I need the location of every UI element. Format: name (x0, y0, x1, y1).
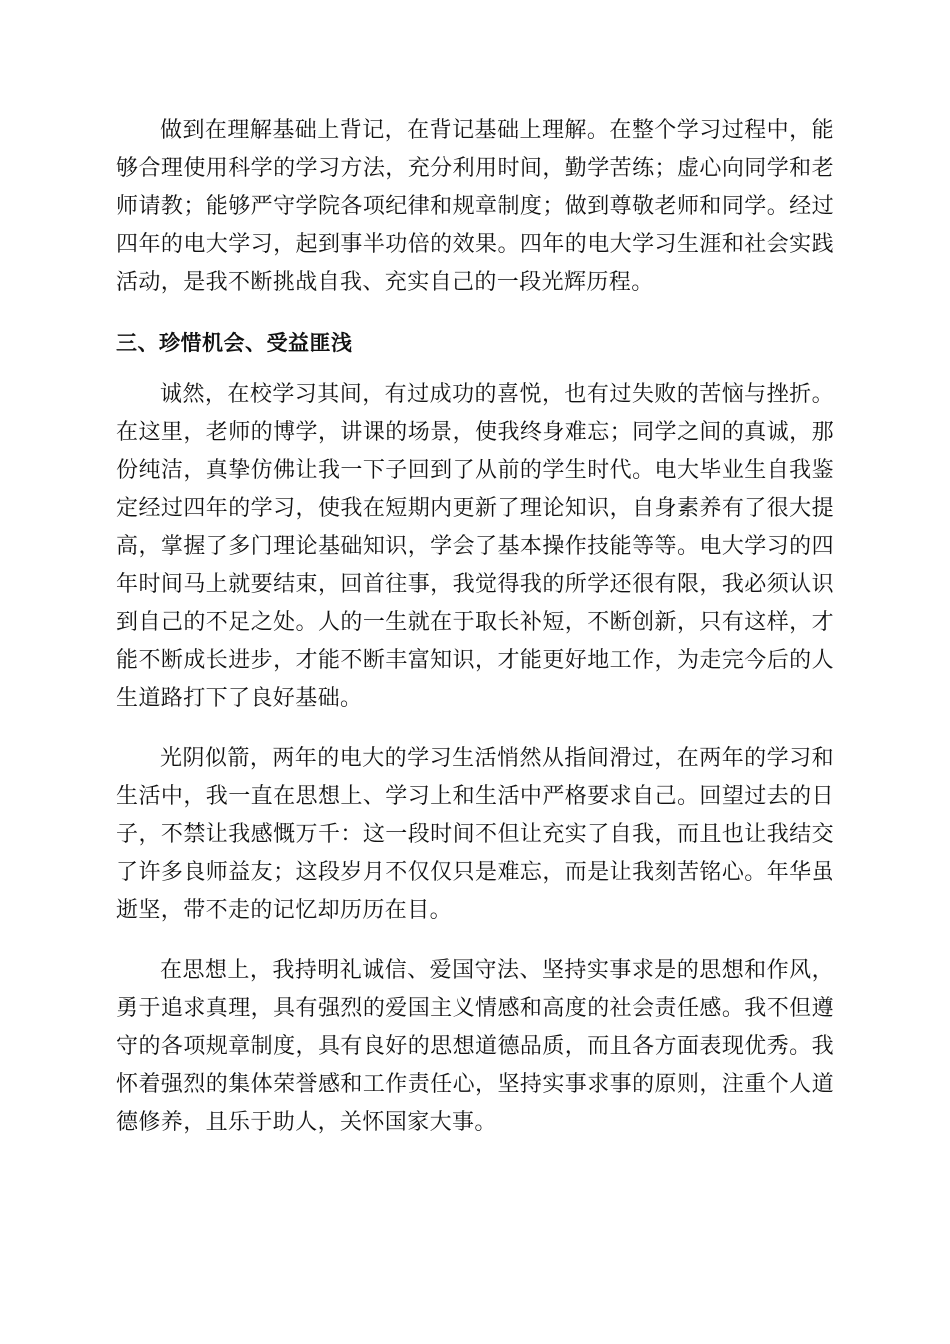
section-heading: 三、珍惜机会、受益匪浅 (116, 331, 353, 355)
paragraph-ideology: 在思想上，我持明礼诚信、爱国守法、坚持实事求是的思想和作风，勇于追求真理，具有强烈的爱国主义情感和高度的社会责任感。我不但遵守的各项规章制度，具有良好的思想道德品质，而且各方面表现优秀。我怀着强烈的集体荣誉感和工作责任心，坚持实事求事的原则，注重个人道德修养，且乐于助人，关怀国家大事。 (116, 958, 834, 1135)
paragraph-school-life: 诚然，在校学习其间，有过成功的喜悦，也有过失败的苦恼与挫折。在这里，老师的博学，讲课的场景，使我终身难忘；同学之间的真诚，那份纯洁，真挚仿佛让我一下子回到了从前的学生时代。电大毕业生自我鉴定经过四年的学习，使我在短期内更新了理论知识，自身素养有了很大提高，掌握了多门理论基础知识，学会了基本操作技能等等。电大学习的四年时间马上就要结束，回首往事，我觉得我的所学还很有限，我必须认识到自己的不足之处。人的一生就在于取长补短，不断创新，只有这样，才能不断成长进步，才能不断丰富知识，才能更好地工作，为走完今后的人生道路打下了良好基础。 (116, 382, 834, 711)
paragraph-study-methods: 做到在理解基础上背记，在背记基础上理解。在整个学习过程中，能够合理使用科学的学习方法，充分利用时间，勤学苦练；虚心向同学和老师请教；能够严守学院各项纪律和规章制度；做到尊敬老师和同学。经过四年的电大学习，起到事半功倍的效果。四年的电大学习生涯和社会实践活动，是我不断挑战自我、充实自己的一段光辉历程。 (116, 118, 834, 295)
spacer (116, 930, 834, 952)
paragraph-time-passing: 光阴似箭，两年的电大的学习生活悄然从指间滑过，在两年的学习和生活中，我一直在思想上、学习上和生活中严格要求自己。回望过去的日子，不禁让我感慨万千：这一段时间不但让充实了自我，而且也让我结交了许多良师益友；这段岁月不仅仅只是难忘，而是让我刻苦铭心。年华虽逝坚，带不走的记忆却历历在目。 (116, 746, 834, 923)
spacer (116, 302, 834, 324)
spacer (116, 718, 834, 740)
document-body (116, 112, 834, 1142)
spacer (116, 362, 834, 376)
